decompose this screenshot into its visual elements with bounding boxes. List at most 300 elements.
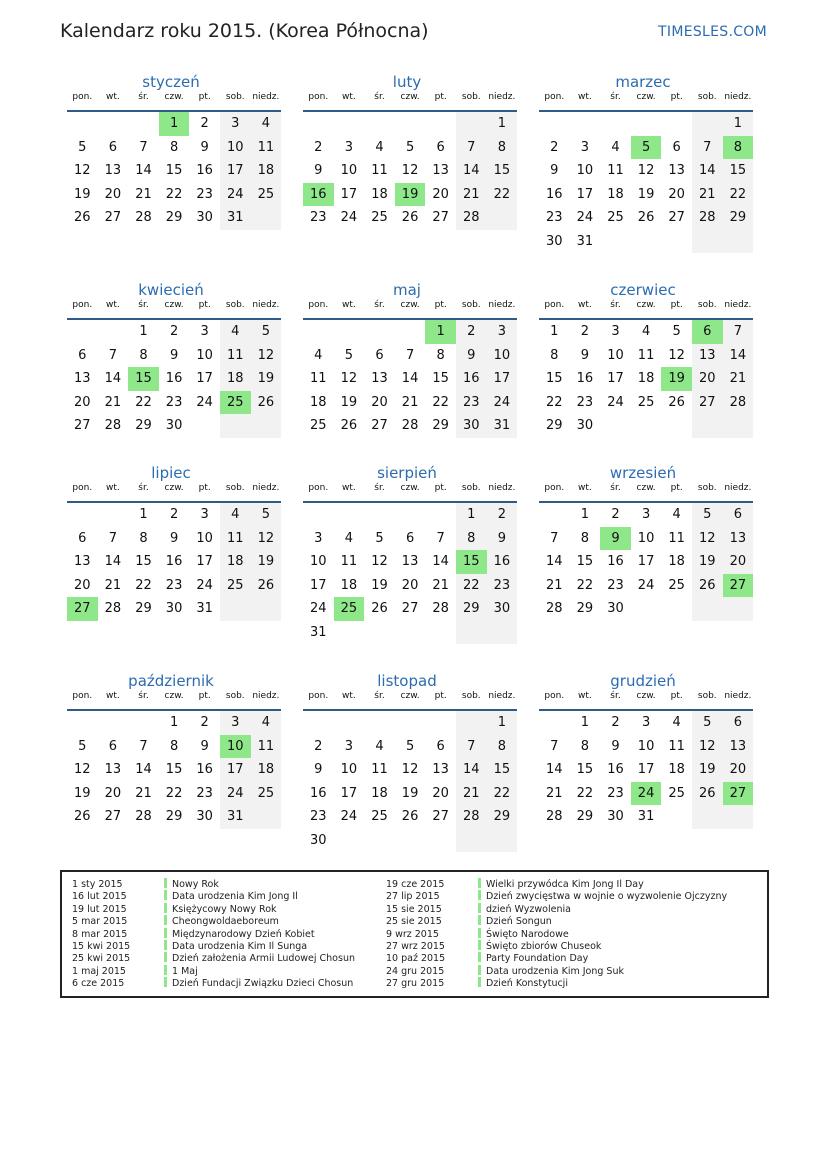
day-cell: 4: [220, 320, 251, 344]
day-cell: 1: [139, 324, 148, 339]
day-cell: 25: [668, 577, 685, 593]
holiday-date: 15 kwi 2015: [72, 940, 131, 952]
day-cell: 14: [401, 371, 419, 386]
legend-row: [72, 915, 355, 927]
day-cell: 21: [546, 785, 563, 801]
day-cell: 6: [108, 738, 118, 754]
holiday-marker-icon: [478, 903, 481, 913]
day-cell: 4: [220, 503, 251, 527]
day-cell: 30: [196, 809, 213, 824]
holiday-marker-icon: [164, 915, 167, 925]
weekday-label: pon.: [544, 92, 565, 102]
holiday-name: Dzień Fundacji Związku Dzieci Chosun: [172, 978, 354, 990]
holiday-date: 15 sie 2015: [386, 903, 442, 915]
holiday-marker-icon: [164, 928, 167, 938]
empty-day-cell: [128, 112, 159, 136]
day-cell: 1: [487, 711, 518, 735]
month-block: [533, 463, 753, 616]
holiday-date: 1 maj 2015: [72, 965, 126, 977]
day-cell: 6: [436, 738, 445, 754]
day-cell: 22: [487, 183, 518, 207]
empty-day-cell: [425, 621, 456, 645]
empty-day-cell: [98, 320, 129, 344]
day-cell: 24: [220, 782, 251, 806]
day-cell: 28: [401, 418, 419, 433]
day-cell: 11: [251, 735, 282, 759]
day-cell: 13: [371, 371, 388, 386]
day-grid: [539, 110, 753, 253]
day-cell: 7: [723, 320, 754, 344]
day-cell: 2: [550, 139, 559, 155]
holiday-day-cell: 25: [334, 597, 365, 621]
day-cell: 29: [432, 418, 449, 433]
day-cell: 7: [436, 530, 445, 546]
day-cell: 14: [456, 159, 487, 183]
weekday-label: wt.: [578, 691, 592, 701]
day-cell: 3: [487, 320, 518, 344]
weekday-label: śr.: [374, 483, 385, 493]
day-cell: 12: [251, 344, 282, 368]
holiday-marker-icon: [164, 965, 167, 975]
day-cell: 6: [723, 711, 754, 735]
empty-day-cell: [98, 112, 129, 136]
day-cell: 23: [456, 391, 487, 415]
weekday-label: pt.: [670, 691, 683, 701]
day-cell: 4: [611, 139, 620, 155]
holiday-name: Dzień założenia Armii Ludowej Chosun: [172, 953, 355, 965]
day-cell: 26: [251, 391, 282, 415]
weekday-label: śr.: [374, 92, 385, 102]
weekday-label: śr.: [138, 92, 149, 102]
holiday-marker-icon: [478, 915, 481, 925]
day-cell: 1: [550, 324, 559, 339]
day-grid: [303, 318, 517, 438]
empty-day-cell: [67, 503, 98, 527]
legend-row: [72, 952, 355, 964]
day-cell: 7: [692, 136, 723, 160]
weekday-label: pt.: [670, 483, 683, 493]
empty-day-cell: [661, 805, 692, 829]
day-cell: 15: [487, 758, 518, 782]
holiday-date: 16 lut 2015: [72, 891, 127, 903]
weekday-header: [539, 483, 753, 493]
day-cell: 17: [607, 371, 624, 386]
day-cell: 17: [196, 371, 213, 386]
weekday-header: [303, 483, 517, 493]
day-cell: 25: [371, 210, 388, 225]
day-cell: 8: [550, 347, 559, 363]
day-cell: 6: [78, 530, 87, 546]
day-cell: 21: [401, 394, 419, 410]
day-cell: 10: [637, 530, 655, 546]
holiday-day-cell: 27: [723, 574, 754, 598]
day-grid: [539, 501, 753, 621]
day-cell: 6: [405, 530, 415, 546]
weekday-label: sob.: [697, 300, 717, 310]
day-cell: 12: [401, 762, 419, 777]
day-cell: 5: [251, 503, 282, 527]
empty-day-cell: [425, 711, 456, 735]
day-cell: 15: [546, 371, 563, 386]
legend-row: [386, 965, 727, 977]
weekday-label: pt.: [198, 92, 211, 102]
day-cell: 10: [607, 347, 624, 363]
weekday-label: pt.: [434, 483, 447, 493]
holiday-date: 8 mar 2015: [72, 928, 128, 940]
day-cell: 23: [607, 785, 624, 801]
month-block: [533, 671, 753, 824]
day-cell: 25: [371, 809, 388, 824]
day-cell: 16: [196, 163, 213, 178]
weekday-label: pt.: [434, 92, 447, 102]
month-name: luty: [392, 73, 422, 91]
empty-day-cell: [67, 711, 98, 735]
holiday-day-cell: 5: [631, 136, 662, 160]
weekday-label: niedz.: [724, 300, 752, 310]
day-cell: 28: [723, 391, 754, 415]
empty-day-cell: [251, 414, 282, 438]
day-cell: 13: [668, 163, 685, 178]
day-cell: 16: [456, 367, 487, 391]
month-name: marzec: [615, 73, 671, 91]
month-block: [61, 671, 281, 824]
day-cell: 1: [487, 112, 518, 136]
legend-row: [386, 952, 727, 964]
holiday-day-cell: 15: [456, 550, 487, 574]
empty-day-cell: [364, 320, 395, 344]
day-cell: 27: [74, 418, 91, 433]
day-cell: 29: [576, 601, 594, 616]
day-cell: 23: [165, 394, 183, 410]
day-cell: 31: [220, 206, 251, 230]
month-block: [533, 72, 753, 249]
empty-day-cell: [456, 829, 487, 853]
day-cell: 28: [456, 805, 487, 829]
day-cell: 18: [220, 550, 251, 574]
day-cell: 18: [220, 367, 251, 391]
day-cell: 23: [310, 210, 327, 225]
day-cell: 23: [576, 394, 594, 410]
day-cell: 20: [668, 186, 685, 202]
day-cell: 25: [310, 418, 327, 433]
day-cell: 16: [546, 186, 563, 202]
day-cell: 5: [78, 738, 87, 754]
day-cell: 26: [340, 418, 358, 433]
weekday-label: pt.: [670, 92, 683, 102]
day-grid: [67, 110, 281, 230]
day-cell: 4: [375, 139, 384, 155]
day-cell: 20: [74, 577, 91, 593]
holiday-marker-icon: [478, 952, 481, 962]
day-cell: 3: [641, 507, 651, 522]
day-cell: 12: [692, 735, 723, 759]
weekday-header: [303, 691, 517, 701]
day-cell: 13: [104, 163, 122, 178]
holiday-day-cell: 15: [128, 367, 159, 391]
day-cell: 17: [340, 186, 358, 202]
weekday-label: sob.: [697, 691, 717, 701]
day-cell: 9: [580, 347, 590, 363]
day-cell: 23: [165, 577, 183, 593]
day-cell: 1: [456, 503, 487, 527]
day-grid: [303, 709, 517, 852]
day-grid: [67, 501, 281, 621]
empty-day-cell: [539, 112, 570, 136]
empty-day-cell: [303, 503, 334, 527]
day-cell: 1: [580, 715, 590, 730]
holiday-marker-icon: [478, 890, 481, 900]
weekday-label: śr.: [610, 92, 621, 102]
day-cell: 7: [139, 738, 148, 754]
day-cell: 27: [371, 418, 388, 433]
day-cell: 19: [251, 550, 282, 574]
day-cell: 29: [456, 597, 487, 621]
weekday-label: sob.: [225, 92, 245, 102]
weekday-label: wt.: [342, 300, 356, 310]
day-cell: 8: [169, 738, 179, 754]
day-cell: 30: [607, 601, 624, 616]
day-cell: 5: [375, 530, 384, 546]
empty-day-cell: [334, 621, 365, 645]
empty-day-cell: [303, 711, 334, 735]
day-cell: 2: [314, 139, 323, 155]
day-cell: 18: [251, 758, 282, 782]
holiday-marker-icon: [164, 940, 167, 950]
holiday-name: Wielki przywódca Kim Jong Il Day: [486, 879, 644, 890]
month-name: lipiec: [151, 464, 191, 482]
day-cell: 26: [637, 210, 655, 225]
weekday-label: pon.: [544, 691, 565, 701]
day-cell: 21: [723, 367, 754, 391]
day-cell: 22: [546, 394, 563, 410]
holiday-date: 25 kwi 2015: [72, 953, 131, 965]
empty-day-cell: [251, 805, 282, 829]
holiday-marker-icon: [478, 965, 481, 975]
day-cell: 19: [371, 577, 388, 593]
weekday-label: czw.: [400, 483, 420, 493]
legend-column-right: [386, 878, 727, 990]
day-cell: 3: [200, 324, 209, 339]
holiday-marker-icon: [164, 977, 167, 987]
legend-column-left: [72, 878, 355, 990]
weekday-label: śr.: [374, 300, 385, 310]
day-cell: 25: [668, 785, 685, 801]
day-cell: 20: [432, 785, 449, 801]
day-cell: 14: [456, 758, 487, 782]
weekday-label: śr.: [138, 691, 149, 701]
weekday-label: pon.: [72, 92, 93, 102]
empty-day-cell: [395, 711, 426, 735]
day-cell: 22: [487, 782, 518, 806]
month-block: [533, 280, 753, 433]
day-cell: 14: [432, 554, 449, 569]
holiday-name: dzień Wyzwolenia: [486, 903, 571, 915]
holiday-marker-icon: [164, 952, 167, 962]
day-cell: 7: [139, 139, 148, 155]
page-title: Kalendarz roku 2015. (Korea Północna): [60, 20, 429, 42]
day-cell: 9: [169, 347, 179, 363]
weekday-label: wt.: [342, 691, 356, 701]
day-cell: 9: [169, 530, 179, 546]
day-cell: 31: [220, 805, 251, 829]
month-name: styczeń: [142, 73, 200, 91]
day-cell: 15: [576, 554, 594, 569]
weekday-label: sob.: [461, 92, 481, 102]
day-cell: 12: [668, 347, 685, 363]
day-cell: 6: [436, 139, 445, 155]
day-cell: 16: [165, 371, 183, 386]
weekday-label: czw.: [636, 300, 656, 310]
day-cell: 11: [220, 344, 251, 368]
holiday-date: 27 gru 2015: [386, 978, 445, 990]
weekday-label: wt.: [106, 92, 120, 102]
empty-day-cell: [487, 621, 518, 645]
day-cell: 12: [251, 527, 282, 551]
day-cell: 29: [135, 418, 152, 433]
day-cell: 16: [310, 785, 327, 801]
empty-day-cell: [723, 597, 754, 621]
legend-row: [72, 928, 355, 940]
day-cell: 28: [546, 601, 563, 616]
day-cell: 27: [104, 809, 122, 824]
holiday-day-cell: 24: [631, 782, 662, 806]
day-cell: 21: [104, 577, 122, 593]
day-cell: 11: [251, 136, 282, 160]
holiday-name: Święto zbiorów Chuseok: [486, 940, 602, 952]
weekday-header: [67, 483, 281, 493]
month-block: [61, 463, 281, 616]
day-cell: 1: [169, 715, 179, 730]
weekday-label: sob.: [225, 483, 245, 493]
holiday-marker-icon: [164, 878, 167, 888]
day-cell: 14: [135, 762, 152, 777]
day-cell: 11: [637, 347, 655, 363]
day-cell: 1: [723, 112, 754, 136]
empty-day-cell: [692, 805, 723, 829]
day-cell: 22: [135, 577, 152, 593]
day-cell: 28: [104, 418, 122, 433]
day-cell: 7: [108, 347, 118, 363]
day-cell: 3: [580, 139, 590, 155]
legend-row: [72, 977, 355, 989]
day-cell: 13: [74, 554, 91, 569]
day-cell: 29: [165, 809, 183, 824]
day-cell: 17: [576, 186, 594, 202]
day-cell: 2: [611, 715, 620, 730]
empty-day-cell: [251, 206, 282, 230]
day-cell: 4: [375, 738, 384, 754]
day-cell: 7: [108, 530, 118, 546]
weekday-header: [539, 691, 753, 701]
day-cell: 9: [200, 738, 209, 754]
day-cell: 10: [340, 762, 358, 777]
holiday-date: 1 sty 2015: [72, 879, 123, 890]
day-cell: 14: [104, 554, 122, 569]
weekday-label: czw.: [164, 483, 184, 493]
brand-link[interactable]: TIMESLES.COM: [658, 24, 767, 40]
empty-day-cell: [303, 320, 334, 344]
day-cell: 10: [637, 738, 655, 754]
empty-day-cell: [303, 112, 334, 136]
day-cell: 8: [580, 738, 590, 754]
holiday-date: 24 gru 2015: [386, 965, 445, 977]
legend-row: [72, 940, 355, 952]
day-cell: 23: [310, 809, 327, 824]
day-cell: 7: [456, 735, 487, 759]
weekday-label: pon.: [308, 300, 329, 310]
empty-day-cell: [539, 711, 570, 735]
weekday-label: niedz.: [724, 483, 752, 493]
day-cell: 17: [637, 554, 655, 569]
weekday-label: sob.: [461, 691, 481, 701]
day-cell: 29: [135, 601, 152, 616]
holiday-day-cell: 1: [425, 320, 456, 344]
day-cell: 27: [432, 809, 449, 824]
day-cell: 13: [692, 344, 723, 368]
empty-day-cell: [251, 597, 282, 621]
day-cell: 25: [251, 782, 282, 806]
month-name: kwiecień: [138, 281, 204, 299]
day-cell: 2: [456, 320, 487, 344]
day-cell: 29: [723, 206, 754, 230]
day-cell: 30: [576, 418, 594, 433]
day-cell: 16: [576, 371, 594, 386]
weekday-label: niedz.: [252, 483, 280, 493]
day-cell: 19: [74, 785, 91, 801]
empty-day-cell: [600, 414, 631, 438]
day-cell: 24: [196, 394, 213, 410]
day-cell: 20: [104, 186, 122, 202]
empty-day-cell: [723, 414, 754, 438]
weekday-label: pt.: [198, 483, 211, 493]
day-cell: 5: [344, 347, 354, 363]
holiday-date: 19 lut 2015: [72, 903, 127, 915]
day-cell: 10: [576, 163, 594, 178]
month-name: maj: [393, 281, 421, 299]
day-cell: 1: [580, 507, 590, 522]
day-cell: 13: [401, 554, 419, 569]
empty-day-cell: [631, 597, 662, 621]
weekday-label: pon.: [544, 483, 565, 493]
day-cell: 24: [310, 601, 327, 616]
day-cell: 13: [432, 762, 449, 777]
day-cell: 18: [668, 554, 685, 569]
day-cell: 3: [641, 715, 651, 730]
weekday-label: czw.: [164, 300, 184, 310]
weekday-label: niedz.: [724, 691, 752, 701]
day-cell: 5: [672, 324, 681, 339]
day-cell: 27: [401, 601, 419, 616]
empty-day-cell: [395, 320, 426, 344]
day-cell: 18: [251, 159, 282, 183]
day-cell: 8: [487, 735, 518, 759]
empty-day-cell: [570, 112, 601, 136]
empty-day-cell: [631, 230, 662, 254]
weekday-label: pt.: [198, 300, 211, 310]
day-cell: 28: [104, 601, 122, 616]
day-cell: 27: [668, 210, 685, 225]
day-cell: 24: [576, 210, 594, 225]
day-cell: 8: [436, 347, 445, 363]
weekday-label: wt.: [106, 691, 120, 701]
day-cell: 16: [165, 554, 183, 569]
day-cell: 22: [165, 785, 183, 801]
day-cell: 28: [135, 210, 152, 225]
day-cell: 6: [723, 503, 754, 527]
day-cell: 4: [251, 112, 282, 136]
day-cell: 30: [487, 597, 518, 621]
day-grid: [67, 709, 281, 829]
